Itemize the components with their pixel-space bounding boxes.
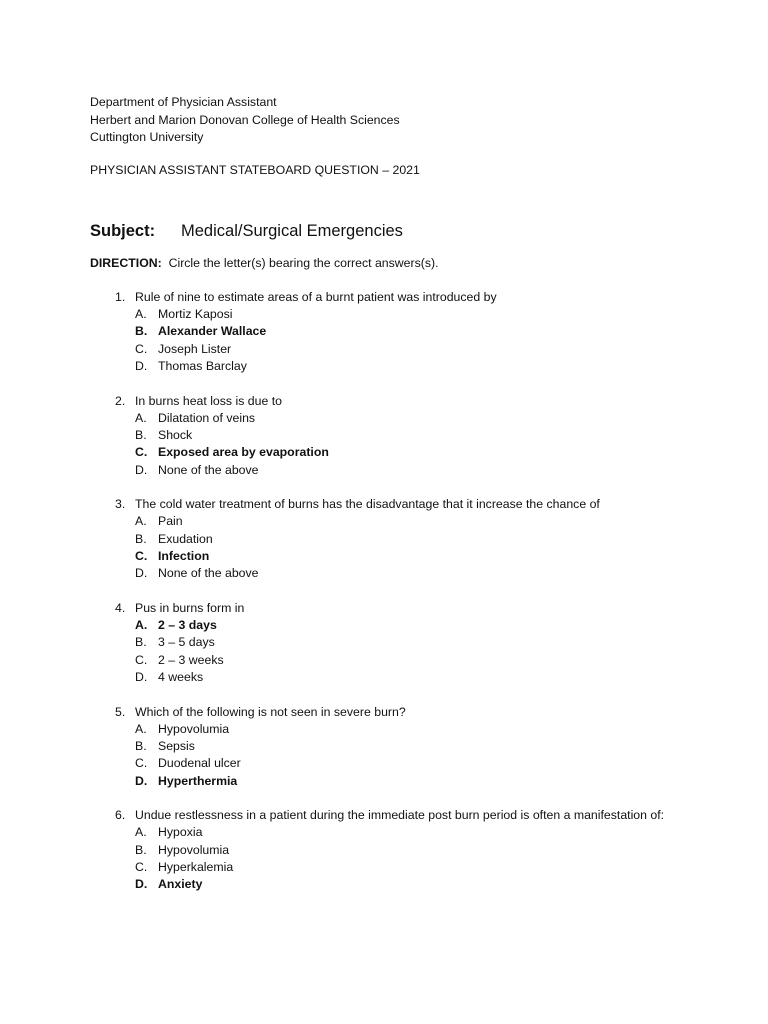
option-text: Pain bbox=[158, 514, 183, 529]
option-text: 4 weeks bbox=[158, 670, 204, 685]
option-letter: D. bbox=[135, 462, 148, 477]
answer-option[interactable] bbox=[90, 634, 690, 651]
department-line: Department of Physician Assistant bbox=[90, 95, 277, 109]
institution-header bbox=[90, 94, 400, 147]
option-letter: D. bbox=[135, 359, 148, 374]
answer-option[interactable] bbox=[90, 738, 690, 755]
question-stem bbox=[90, 496, 690, 513]
university-line: Cuttington University bbox=[90, 130, 204, 144]
question-number-cell bbox=[90, 600, 135, 617]
question-item bbox=[90, 393, 690, 480]
question-text: The cold water treatment of burns has the disadvantage that it increase the chance of bbox=[135, 497, 600, 512]
question-number: 3. bbox=[115, 497, 126, 512]
college-line: Herbert and Marion Donovan College of Health Sciences bbox=[90, 112, 400, 127]
option-text: 3 – 5 days bbox=[158, 635, 215, 650]
option-letter: D. bbox=[135, 877, 148, 892]
option-letter: A. bbox=[135, 825, 147, 840]
question-number-cell bbox=[90, 807, 135, 824]
question-number: 1. bbox=[115, 290, 126, 304]
option-list bbox=[90, 513, 690, 583]
answer-option[interactable] bbox=[90, 842, 690, 859]
option-text: Hypovolumia bbox=[158, 721, 230, 736]
direction-label: DIRECTION: bbox=[90, 256, 162, 270]
option-text: 2 – 3 days bbox=[158, 617, 217, 632]
option-letter: A. bbox=[135, 721, 147, 736]
question-item bbox=[90, 807, 690, 894]
option-text: Exudation bbox=[158, 531, 213, 546]
option-text: Mortiz Kaposi bbox=[158, 307, 233, 321]
answer-option-correct[interactable] bbox=[90, 548, 690, 565]
option-text: Alexander Wallace bbox=[158, 324, 267, 339]
option-text: None of the above bbox=[158, 566, 259, 581]
question-stem bbox=[90, 807, 690, 824]
question-stem bbox=[90, 393, 690, 410]
answer-option[interactable] bbox=[90, 410, 690, 427]
option-text: Infection bbox=[158, 549, 210, 564]
option-letter: A. bbox=[135, 514, 147, 529]
answer-option[interactable] bbox=[90, 565, 690, 582]
direction-text: Circle the letter(s) bearing the correct answers(s). bbox=[168, 256, 439, 270]
option-letter: D. bbox=[135, 773, 148, 788]
option-text: Hypovolumia bbox=[158, 842, 230, 857]
option-text: None of the above bbox=[158, 462, 259, 477]
answer-option[interactable] bbox=[90, 721, 690, 738]
question-text: Pus in burns form in bbox=[135, 600, 245, 615]
option-text: Anxiety bbox=[158, 877, 203, 892]
question-text: Undue restlessness in a patient during the immediate post burn period is often a manifestation of: bbox=[135, 808, 665, 823]
option-letter: D. bbox=[135, 566, 148, 581]
answer-option[interactable] bbox=[90, 531, 690, 548]
option-letter: C. bbox=[135, 549, 148, 564]
option-letter: C. bbox=[135, 859, 148, 874]
answer-option[interactable] bbox=[90, 427, 690, 444]
answer-option-correct[interactable] bbox=[90, 773, 690, 790]
option-list bbox=[90, 617, 690, 687]
option-text: 2 – 3 weeks bbox=[158, 652, 224, 667]
question-list bbox=[90, 289, 690, 911]
option-letter: C. bbox=[135, 756, 148, 771]
option-text: Exposed area by evaporation bbox=[158, 445, 329, 460]
option-letter: B. bbox=[135, 428, 147, 443]
option-letter: B. bbox=[135, 531, 147, 546]
question-number-cell bbox=[90, 289, 135, 306]
option-letter: B. bbox=[135, 738, 147, 753]
question-item bbox=[90, 600, 690, 687]
question-stem bbox=[90, 704, 690, 721]
option-list bbox=[90, 306, 690, 376]
answer-option-correct[interactable] bbox=[90, 323, 690, 340]
option-letter: A. bbox=[135, 617, 148, 632]
option-list bbox=[90, 721, 690, 791]
question-number-cell bbox=[90, 496, 135, 513]
question-text: Rule of nine to estimate areas of a burnt patient was introduced by bbox=[135, 290, 497, 304]
question-number: 4. bbox=[115, 600, 126, 615]
question-stem bbox=[90, 289, 690, 306]
answer-option[interactable] bbox=[90, 358, 690, 375]
option-letter: A. bbox=[135, 307, 147, 321]
option-text: Hyperthermia bbox=[158, 773, 238, 788]
question-text: In burns heat loss is due to bbox=[135, 393, 282, 408]
answer-option[interactable] bbox=[90, 755, 690, 772]
option-letter: B. bbox=[135, 842, 147, 857]
answer-option[interactable] bbox=[90, 341, 690, 358]
question-stem bbox=[90, 600, 690, 617]
option-text: Shock bbox=[158, 428, 193, 443]
option-letter: A. bbox=[135, 410, 147, 425]
option-letter: B. bbox=[135, 635, 147, 650]
answer-option[interactable] bbox=[90, 669, 690, 686]
exam-title: PHYSICIAN ASSISTANT STATEBOARD QUESTION – 2021 bbox=[90, 163, 420, 177]
option-letter: C. bbox=[135, 445, 148, 460]
option-text: Sepsis bbox=[158, 738, 195, 753]
question-item bbox=[90, 496, 690, 583]
question-number-cell bbox=[90, 393, 135, 410]
answer-option[interactable] bbox=[90, 859, 690, 876]
answer-option-correct[interactable] bbox=[90, 444, 690, 461]
question-number: 6. bbox=[115, 808, 126, 823]
answer-option[interactable] bbox=[90, 652, 690, 669]
subject-value: Medical/Surgical Emergencies bbox=[181, 222, 403, 240]
subject-line bbox=[90, 222, 403, 241]
question-item bbox=[90, 704, 690, 791]
subject-label: Subject: bbox=[90, 222, 156, 240]
option-text: Hypoxia bbox=[158, 825, 203, 840]
question-text: Which of the following is not seen in severe burn? bbox=[135, 704, 406, 719]
answer-option-correct[interactable] bbox=[90, 617, 690, 634]
option-text: Duodenal ulcer bbox=[158, 756, 241, 771]
answer-option[interactable] bbox=[90, 824, 690, 841]
answer-option[interactable] bbox=[90, 306, 690, 323]
option-letter: D. bbox=[135, 670, 148, 685]
option-text: Hyperkalemia bbox=[158, 859, 234, 874]
option-letter: C. bbox=[135, 341, 148, 356]
answer-option-correct[interactable] bbox=[90, 876, 690, 893]
option-text: Thomas Barclay bbox=[158, 359, 247, 374]
option-text: Joseph Lister bbox=[158, 341, 232, 356]
question-number: 2. bbox=[115, 393, 126, 408]
option-list bbox=[90, 824, 690, 894]
question-item bbox=[90, 289, 690, 376]
answer-option[interactable] bbox=[90, 462, 690, 479]
question-number: 5. bbox=[115, 704, 126, 719]
direction-line bbox=[90, 256, 439, 270]
option-text: Dilatation of veins bbox=[158, 410, 256, 425]
option-letter: B. bbox=[135, 324, 148, 339]
option-list bbox=[90, 410, 690, 480]
question-number-cell bbox=[90, 704, 135, 721]
option-letter: C. bbox=[135, 652, 148, 667]
answer-option[interactable] bbox=[90, 513, 690, 530]
